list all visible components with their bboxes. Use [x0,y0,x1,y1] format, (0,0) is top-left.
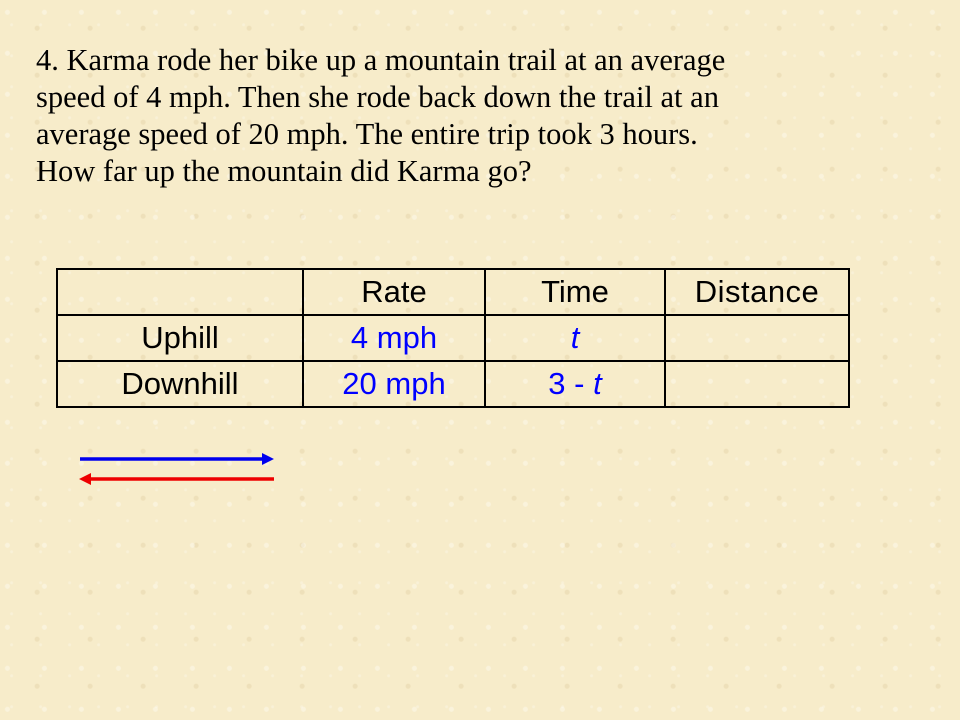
uphill-time [485,315,665,361]
problem-line-3: average speed of 20 mph. The entire trip took 3 hours. [36,117,698,151]
problem-line-4: How far up the mountain did Karma go? [36,154,532,188]
header-empty [57,269,303,315]
problem-line-2: speed of 4 mph. Then she rode back down the trail at an [36,80,719,114]
uphill-distance [665,315,849,361]
header-distance-label: Distance [694,274,820,309]
rate-time-distance-table [56,268,850,408]
header-time: Time [485,269,665,315]
problem-statement [36,42,916,190]
downhill-distance [665,361,849,407]
direction-arrows [76,448,280,488]
table-row [57,361,849,407]
uphill-rate: 4 mph [303,315,485,361]
header-rate: Rate [303,269,485,315]
downhill-rate: 20 mph [303,361,485,407]
downhill-time-variable: t [593,366,602,401]
downhill-time-prefix: 3 - [548,366,594,401]
row-label-uphill: Uphill [57,315,303,361]
header-distance [665,269,849,315]
table-header-row [57,269,849,315]
table-row [57,315,849,361]
problem-line-1: 4. Karma rode her bike up a mountain trail at an average [36,43,726,77]
downhill-arrow-icon [79,473,274,485]
uphill-time-variable: t [570,320,580,355]
downhill-time [485,361,665,407]
uphill-arrow-icon [80,453,274,465]
row-label-downhill: Downhill [57,361,303,407]
